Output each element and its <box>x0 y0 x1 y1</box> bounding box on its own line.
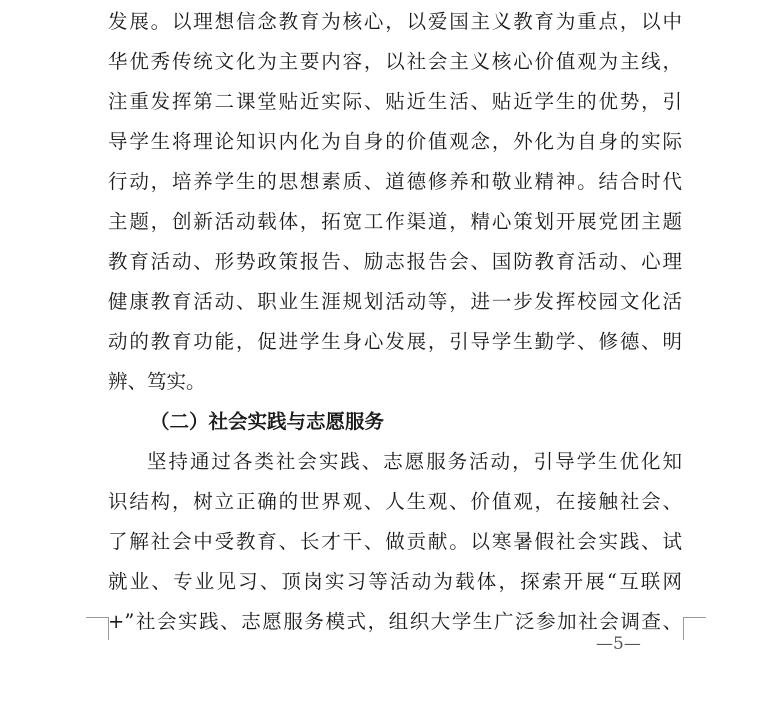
paragraph-line: 动的教育功能，促进学生身心发展，引导学生勤学、修德、明 <box>108 330 682 353</box>
paragraph-line: 健康教育活动、职业生涯规划活动等，进一步发挥校园文化活 <box>108 290 682 313</box>
paragraph-line: 导学生将理论知识内化为自身的价值观念，外化为自身的实际 <box>108 130 682 153</box>
paragraph-line: 就业、专业见习、顶岗实习等活动为载体，探索开展“互联网 <box>108 570 682 593</box>
paragraph-line: 发展。以理想信念教育为核心，以爱国主义教育为重点，以中 <box>108 10 682 33</box>
paragraph-line: 坚持通过各类社会实践、志愿服务活动，引导学生优化知 <box>147 450 682 473</box>
paragraph-line: 主题，创新活动载体，拓宽工作渠道，精心策划开展党团主题 <box>108 210 682 233</box>
page-number: —5— <box>596 634 641 654</box>
paragraph-line: 注重发挥第二课堂贴近实际、贴近生活、贴近学生的优势，引 <box>108 90 682 113</box>
paragraph-line: 行动，培养学生的思想素质、道德修养和敬业精神。结合时代 <box>108 170 682 193</box>
paragraph-line: 华优秀传统文化为主要内容，以社会主义核心价值观为主线， <box>108 50 682 73</box>
paragraph-line: 识结构，树立正确的世界观、人生观、价值观，在接触社会、 <box>108 490 682 513</box>
margin-corner-mark-left <box>86 617 109 640</box>
paragraph-line: 辨、笃实。 <box>108 370 206 393</box>
section-heading: （二）社会实践与志愿服务 <box>150 410 385 433</box>
paragraph-line: +”社会实践、志愿服务模式，组织大学生广泛参加社会调查、 <box>108 610 682 633</box>
paragraph-line: 教育活动、形势政策报告、励志报告会、国防教育活动、心理 <box>108 250 682 273</box>
margin-corner-mark-right <box>683 617 706 640</box>
paragraph-line: 了解社会中受教育、长才干、做贡献。以寒暑假社会实践、试 <box>108 530 682 553</box>
